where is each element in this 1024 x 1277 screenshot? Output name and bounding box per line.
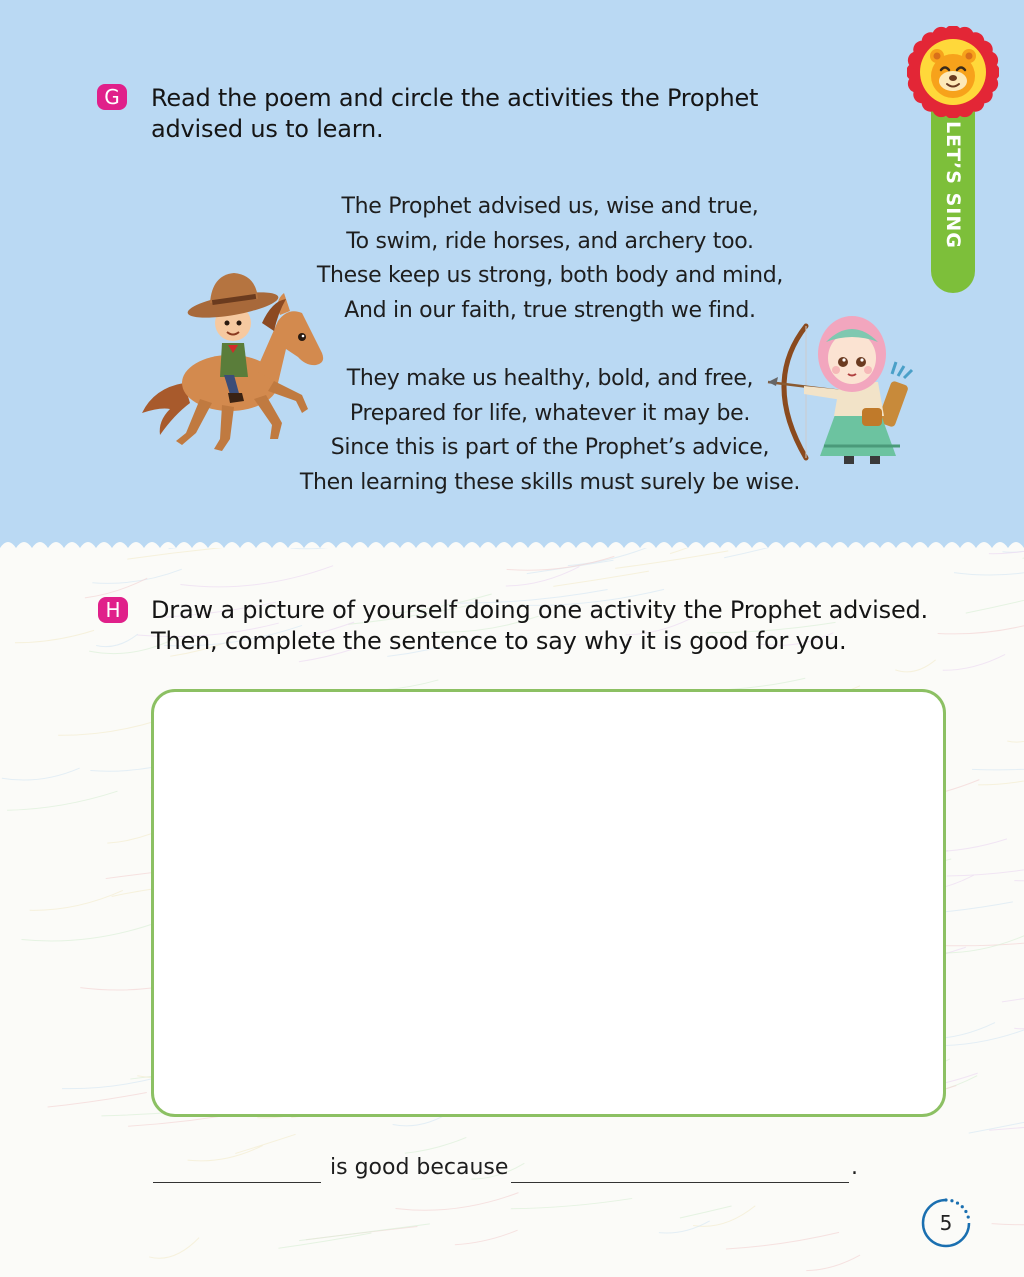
horse-rider-illustration	[138, 265, 328, 460]
scribble-stroke	[806, 1255, 860, 1271]
scribble-stroke	[978, 769, 1024, 785]
poem-line: The Prophet advised us, wise and true,	[341, 194, 759, 219]
scribble-stroke	[278, 1233, 371, 1248]
scribble-stroke	[954, 554, 1024, 575]
section-h-badge: H	[98, 597, 128, 623]
scribble-stroke	[989, 548, 1024, 554]
scribble-stroke	[947, 857, 1024, 876]
scribble-stroke	[992, 1210, 1024, 1225]
scribble-stroke	[235, 1134, 295, 1153]
section-h-instruction-line1: Draw a picture of yourself doing one activity the Prophet advised.	[151, 596, 928, 624]
poem-stanza-1	[270, 190, 830, 328]
completion-sentence	[151, 1155, 871, 1187]
section-g-instruction	[151, 83, 758, 145]
scribble-stroke	[670, 548, 712, 554]
scribble-stroke	[15, 630, 94, 642]
scribble-stroke	[989, 1113, 1024, 1130]
poem-line: They make us healthy, bold, and free,	[346, 366, 754, 391]
scribble-stroke	[507, 556, 615, 570]
poem-line: To swim, ride horses, and archery too.	[346, 228, 754, 254]
scribble-stroke	[299, 1224, 430, 1241]
scribble-stroke	[1014, 865, 1024, 880]
scribble-stroke	[127, 548, 262, 559]
scribble-stroke	[680, 1206, 732, 1218]
scribble-stroke	[405, 1137, 466, 1153]
scribble-stroke	[938, 614, 1024, 634]
poem-stanza-2	[270, 362, 830, 500]
page-number: 5	[939, 1211, 953, 1235]
scribble-stroke	[553, 571, 649, 586]
archer-girl-illustration	[766, 312, 920, 467]
sentence-period: .	[851, 1155, 858, 1180]
scribble-stroke	[396, 1193, 519, 1211]
poem	[270, 190, 830, 534]
section-h-instruction	[151, 595, 928, 657]
scribble-stroke	[48, 1092, 147, 1107]
scribble-stroke	[511, 1198, 632, 1208]
section-h-instruction-line2: Then, complete the sentence to say why it is good for you.	[151, 627, 847, 655]
scribble-stroke	[726, 1232, 839, 1249]
sentence-middle-text: is good because	[330, 1155, 509, 1180]
scribble-stroke	[943, 654, 1005, 670]
scribble-stroke	[62, 1078, 157, 1089]
scribble-stroke	[180, 566, 333, 587]
scribble-stroke	[22, 921, 162, 941]
scribble-stroke	[966, 595, 1024, 614]
poem-line: Since this is part of the Prophet’s advice,	[330, 435, 770, 460]
scribble-stroke	[149, 1238, 199, 1259]
scribble-stroke	[1014, 1010, 1024, 1029]
scribble-stroke	[659, 1221, 710, 1233]
scribble-stroke	[937, 934, 1024, 946]
scribble-stroke	[7, 791, 117, 810]
drawing-area[interactable]	[151, 689, 946, 1117]
reason-blank[interactable]	[511, 1182, 849, 1183]
scribble-stroke	[895, 660, 935, 672]
poem-line: And in our faith, true strength we find.	[344, 297, 756, 323]
scribble-stroke	[969, 1115, 1024, 1133]
scribble-stroke	[30, 890, 123, 910]
section-g-instruction-line1: Read the poem and circle the activities the Prophet	[151, 84, 759, 112]
section-g-badge: G	[97, 84, 127, 110]
scribble-stroke	[972, 756, 1024, 770]
scribble-stroke	[1007, 724, 1024, 742]
scribble-stroke	[455, 1230, 518, 1244]
poem-line: Then learning these skills must surely be wise.	[299, 469, 801, 495]
scribble-stroke	[568, 548, 647, 566]
activity-blank[interactable]	[153, 1182, 321, 1183]
scribble-stroke	[724, 548, 793, 558]
scribble-stroke	[1002, 991, 1024, 1002]
scribble-stroke	[2, 768, 80, 780]
scribble-stroke	[58, 720, 158, 735]
scribble-stroke	[169, 548, 284, 549]
lets-sing-label: LET’S SING	[942, 121, 964, 249]
poem-line: Prepared for life, whatever it may be.	[349, 400, 751, 426]
scribble-stroke	[693, 1206, 755, 1227]
lion-icon	[907, 26, 999, 118]
scribble-stroke	[291, 548, 385, 549]
scribble-stroke	[96, 634, 138, 646]
section-g-instruction-line2: advised us to learn.	[151, 115, 384, 143]
scribble-stroke	[92, 569, 181, 583]
poem-line: These keep us strong, both body and mind,	[316, 263, 784, 288]
